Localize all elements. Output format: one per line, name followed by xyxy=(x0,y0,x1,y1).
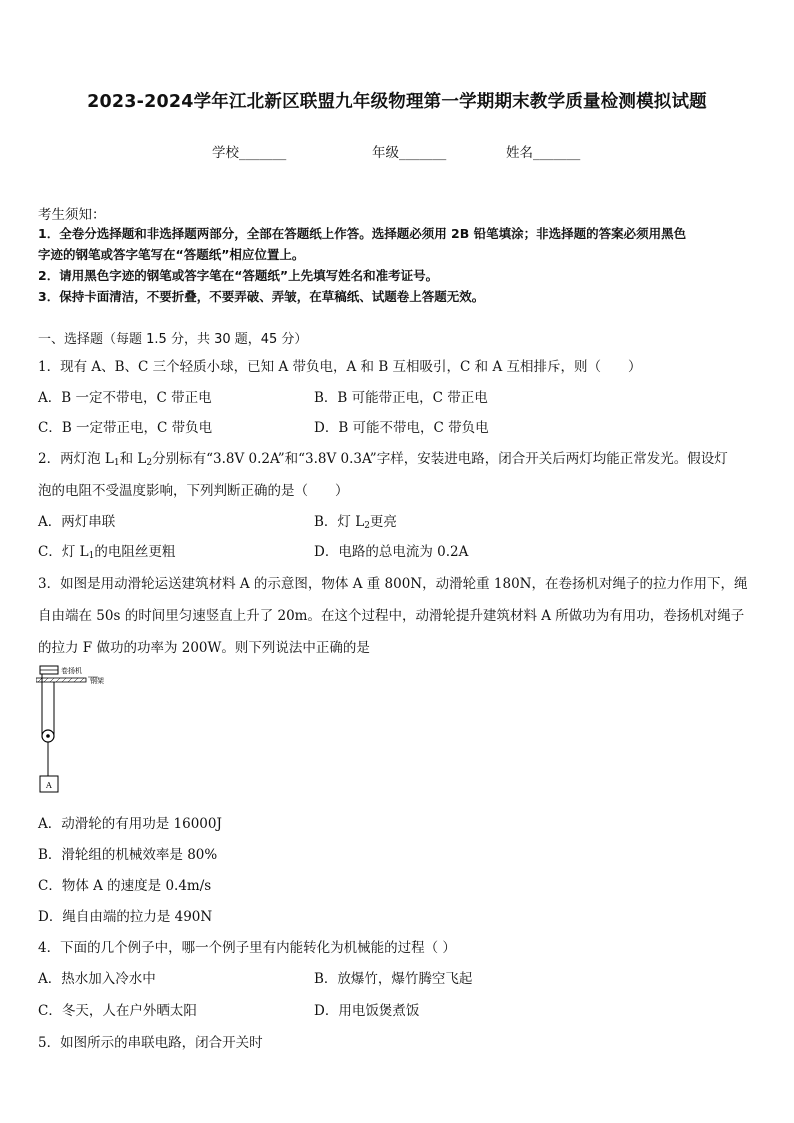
pulley-diagram xyxy=(36,664,126,794)
q1-stem: 1．现有 A、B、C 三个轻质小球，已知 A 带负电，A 和 B 互相吸引，C 和 A 互相排斥，则（ ） xyxy=(38,359,642,375)
q3-stem-line2: 自由端在 50s 的时间里匀速竖直上升了 20m。在这个过程中，动滑轮提升建筑材料 A 所做功为有用功，卷扬机对绳子 xyxy=(38,608,745,624)
notice-item-1-cont: 字迹的钢笔或答字笔写在“答题纸”相应位置上。 xyxy=(38,247,305,262)
name-field: 姓名_______ xyxy=(506,145,581,161)
frame-hatch xyxy=(38,678,42,682)
q4-option-d: D．用电饭煲煮饭 xyxy=(314,1003,420,1019)
q2-option-c xyxy=(38,540,175,561)
notice-item-2: 2．请用黑色字迹的钢笔或答字笔在“答题纸”上先填写姓名和准考证号。 xyxy=(38,268,439,283)
q3-option-b: B．滑轮组的机械效率是 80% xyxy=(38,847,218,863)
q2-stem-line1 xyxy=(38,447,728,468)
q2-text-b: 和 L xyxy=(119,451,147,467)
q2-option-d: D．电路的总电流为 0.2A xyxy=(314,544,469,560)
notice-item-3: 3．保持卡面清洁，不要折叠，不要弄破、弄皱，在草稿纸、试题卷上答题无效。 xyxy=(38,289,485,304)
frame-hatch xyxy=(62,678,66,682)
q2-option-b-text: B．灯 L xyxy=(314,514,365,530)
q4-option-b: B．放爆竹，爆竹腾空飞起 xyxy=(314,971,473,987)
section-heading: 一、选择题（每题 1.5 分，共 30 题，45 分） xyxy=(38,332,308,347)
q3-option-d: D．绳自由端的拉力是 490N xyxy=(38,909,213,925)
page-title: 2023-2024学年江北新区联盟九年级物理第一学期期末教学质量检测模拟试题 xyxy=(87,92,707,112)
q4-stem: 4．下面的几个例子中，哪一个例子里有内能转化为机械能的过程（ ） xyxy=(38,940,456,956)
notice-heading: 考生须知： xyxy=(38,207,106,223)
q2-option-b-text2: 更亮 xyxy=(369,514,397,530)
q2-text-a: 2．两灯泡 L xyxy=(38,451,114,467)
winch-label: 卷扬机 xyxy=(61,667,82,675)
q2-sub-2: 2 xyxy=(146,458,153,468)
q5-stem: 5．如图所示的串联电路，闭合开关时 xyxy=(38,1035,263,1051)
frame-hatch xyxy=(80,678,84,682)
frame-hatch xyxy=(68,678,72,682)
q4-option-a: A．热水加入冷水中 xyxy=(38,971,156,987)
q2-option-c-text2: 的电阻丝更粗 xyxy=(94,544,176,560)
q2-stem-line2: 泡的电阻不受温度影响，下列判断正确的是（ ） xyxy=(38,483,349,499)
q1-option-a: A．B 一定不带电，C 带正电 xyxy=(38,390,212,406)
q2-option-c-text: C．灯 L xyxy=(38,544,89,560)
q3-stem-line1: 3．如图是用动滑轮运送建筑材料 A 的示意图，物体 A 重 800N，动滑轮重 180N，在卷扬机对绳子的拉力作用下，绳 xyxy=(38,576,748,592)
notice-item-1: 1．全卷分选择题和非选择题两部分，全部在答题纸上作答。选择题必须用 2B 铅笔填涂；非选择题的答案必须用黑色 xyxy=(38,226,687,241)
load-a-label: A xyxy=(46,781,52,790)
q2-option-b xyxy=(314,510,397,531)
q1-option-c: C．B 一定带正电，C 带负电 xyxy=(38,420,213,436)
q4-option-c: C．冬天，人在户外晒太阳 xyxy=(38,1003,197,1019)
grade-field: 年级_______ xyxy=(372,145,447,161)
steel-frame xyxy=(36,678,86,682)
q3-stem-line3: 的拉力 F 做功的功率为 200W。则下列说法中正确的是 xyxy=(38,640,370,656)
q2-option-b-sub: 2 xyxy=(364,521,370,531)
frame-label: 钢架 xyxy=(90,677,104,685)
q2-text-c: 分别标有“3.8V 0.2A”和“3.8V 0.3A”字样，安装进电路，闭合开关后两灯均能正常发光。假设灯 xyxy=(152,451,728,467)
q2-option-a: A．两灯串联 xyxy=(38,514,116,530)
q1-option-b: B．B 可能带正电，C 带正电 xyxy=(314,390,488,406)
pulley-axle xyxy=(46,734,50,738)
school-field: 学校_______ xyxy=(212,145,287,161)
q1-option-d: D．B 可能不带电，C 带负电 xyxy=(314,420,489,436)
frame-hatch xyxy=(74,678,78,682)
q2-sub-1: 1 xyxy=(113,458,120,468)
frame-hatch xyxy=(44,678,48,682)
frame-hatch xyxy=(56,678,60,682)
q3-option-c: C．物体 A 的速度是 0.4m/s xyxy=(38,878,212,894)
frame-hatch xyxy=(50,678,54,682)
q2-option-c-sub: 1 xyxy=(88,551,95,561)
q3-option-a: A．动滑轮的有用功是 16000J xyxy=(38,816,222,832)
